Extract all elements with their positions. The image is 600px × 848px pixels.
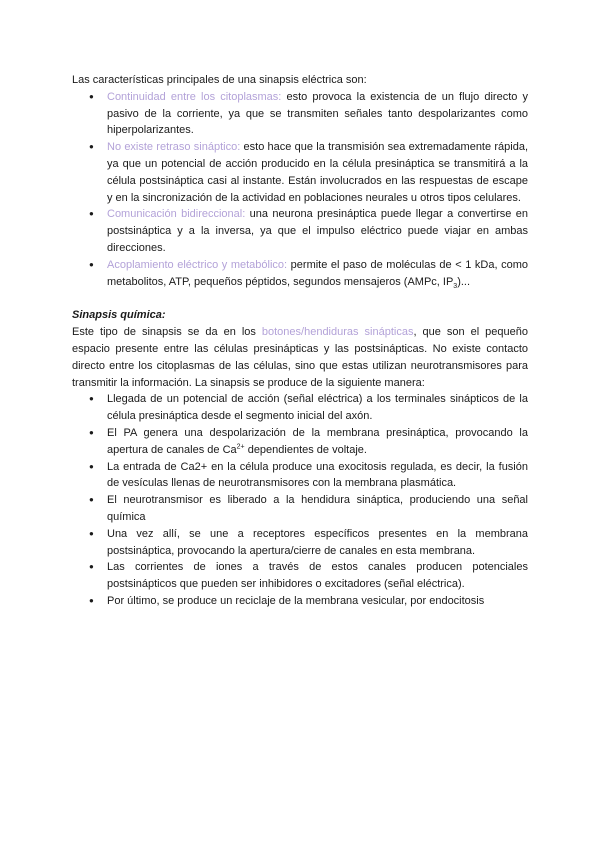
list-item: ● La entrada de Ca2+ en la célula produce una exocitosis regulada, es decir, la fusión de vesículas llenas de neurotransmisores con la membrana plasmática. [72,459,528,493]
list-item: ● Comunicación bidireccional: una neurona presináptica puede llegar a convertirse en postsináptica y a la inversa, ya que el impulso eléctrico puede viajar en ambas direcciones. [72,206,528,256]
list-item: ● Por último, se produce un reciclaje de la membrana vesicular, por endocitosis [72,593,528,610]
list-item: ● Llegada de un potencial de acción (señal eléctrica) a los terminales sinápticos de la célula presináptica desde el segmento inicial del axón. [72,391,528,425]
list-item: ● El neurotransmisor es liberado a la hendidura sináptica, produciendo una señal química [72,492,528,526]
chemical-intro: Este tipo de sinapsis se da en los botones/hendiduras sinápticas, que son el pequeño espacio presente entre las células presinápticas y las postsinápticas. No existe contacto directo entre los citoplasmas de las células, sino que estas utilizan neurotransmisores para transmitir la información. La sinapsis se produce de la siguiente manera: [72,326,528,389]
list-item: ● El PA genera una despolarización de la membrana presináptica, provocando la apertura de canales de $Ca^{2+}$ dependientes de voltaje. [72,425,528,459]
list-item: ● Continuidad entre los citoplasmas: esto provoca la existencia de un flujo directo y pasivo de la corriente, ya que se transmiten señales tanto despolarizantes como hiperpolarizantes. [72,89,528,139]
electrical-intro: Las características principales de una sinapsis eléctrica son: [72,74,367,86]
chemical-steps-list [72,391,528,609]
highlighted-term: botones/hendiduras sinápticas [261,326,414,339]
highlighted-term: Comunicación bidireccional: [107,208,246,221]
list-item: ● Una vez allí, se une a receptores específicos presentes en la membrana postsináptica, provocando la apertura/cierre de canales en esta membrana. [72,526,528,560]
electrical-features-list [72,89,528,291]
list-item: ● Acoplamiento eléctrico y metabólico: permite el paso de moléculas de < 1 kDa, como metabolitos, ATP, pequeños péptidos, segundos mensajeros (AMPc, $IP_3$)... [72,257,528,291]
section-heading: Sinapsis química: [72,309,166,322]
highlighted-term: Acoplamiento eléctrico y metabólico: [107,258,288,271]
list-item: ● No existe retraso sináptico: esto hace que la transmisión sea extremadamente rápida, ya que un potencial de acción producido en la célula presináptica se transmitirá a la célula postsináptica casi al instante. Están involucrados en las respuestas de escape y en la sincronización de la actividad en poblaciones neurales u otros tipos celulares. [72,139,528,206]
highlighted-term: Continuidad entre los citoplasmas: [107,90,282,103]
document-page [72,72,528,610]
highlighted-term: No existe retraso sináptico: [107,141,241,154]
list-item: ● Las corrientes de iones a través de estos canales producen potenciales postsinápticos que pueden ser inhibidores o excitadores (señal eléctrica). [72,559,528,593]
